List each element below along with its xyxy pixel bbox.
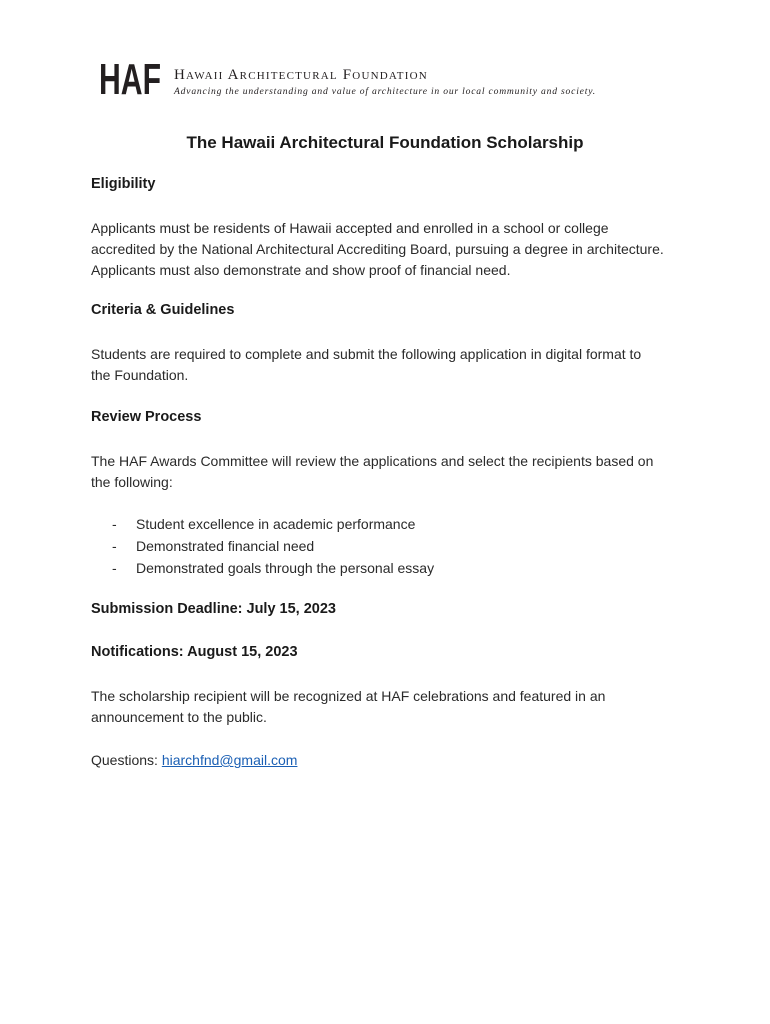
- submission-deadline: Submission Deadline: July 15, 2023: [91, 601, 336, 617]
- list-item: [112, 513, 434, 535]
- haf-logo: [99, 55, 161, 104]
- eligibility-line-2: accredited by the National Architectural Accrediting Board, pursuing a degree in architecture.: [91, 241, 664, 257]
- questions-label: Questions:: [91, 752, 158, 768]
- criteria-list: [112, 513, 434, 579]
- list-item-text: Student excellence in academic performance: [136, 516, 416, 532]
- eligibility-line-3: Applicants must also demonstrate and show proof of financial need.: [91, 262, 511, 278]
- eligibility-line-1: Applicants must be residents of Hawaii accepted and enrolled in a school or college: [91, 220, 609, 236]
- review-line-1: The HAF Awards Committee will review the applications and select the recipients based on: [91, 453, 654, 469]
- bullet-marker: -: [112, 560, 117, 576]
- recognition-line-1: The scholarship recipient will be recognized at HAF celebrations and featured in an: [91, 688, 606, 704]
- list-item-text: Demonstrated financial need: [136, 538, 315, 554]
- list-item-text: Demonstrated goals through the personal essay: [136, 560, 435, 576]
- review-text: [91, 451, 691, 493]
- questions-line: [91, 750, 691, 771]
- criteria-line-2: the Foundation.: [91, 367, 189, 383]
- notifications-date: Notifications: August 15, 2023: [91, 644, 298, 660]
- letterhead: [99, 55, 699, 104]
- bullet-marker: -: [112, 516, 117, 532]
- criteria-text: [91, 344, 691, 386]
- review-line-2: the following:: [91, 474, 173, 490]
- recognition-line-2: announcement to the public.: [91, 709, 267, 725]
- org-name: Hawaii Architectural Foundation: [174, 67, 428, 83]
- list-item: [112, 557, 434, 579]
- criteria-heading: Criteria & Guidelines: [91, 302, 235, 318]
- eligibility-text: [91, 218, 691, 281]
- contact-email-link[interactable]: hiarchfnd@gmail.com: [161, 752, 298, 768]
- list-item: [112, 535, 434, 557]
- tagline: Advancing the understanding and value of architecture in our local community and society.: [174, 86, 596, 97]
- review-heading: Review Process: [91, 409, 202, 425]
- bullet-marker: -: [112, 538, 117, 554]
- eligibility-heading: Eligibility: [91, 176, 156, 192]
- page-title: The Hawaii Architectural Foundation Scholarship: [186, 133, 584, 152]
- logo-text: HAF: [99, 55, 161, 104]
- recognition-text: [91, 686, 691, 728]
- criteria-line-1: Students are required to complete and submit the following application in digital format to: [91, 346, 642, 362]
